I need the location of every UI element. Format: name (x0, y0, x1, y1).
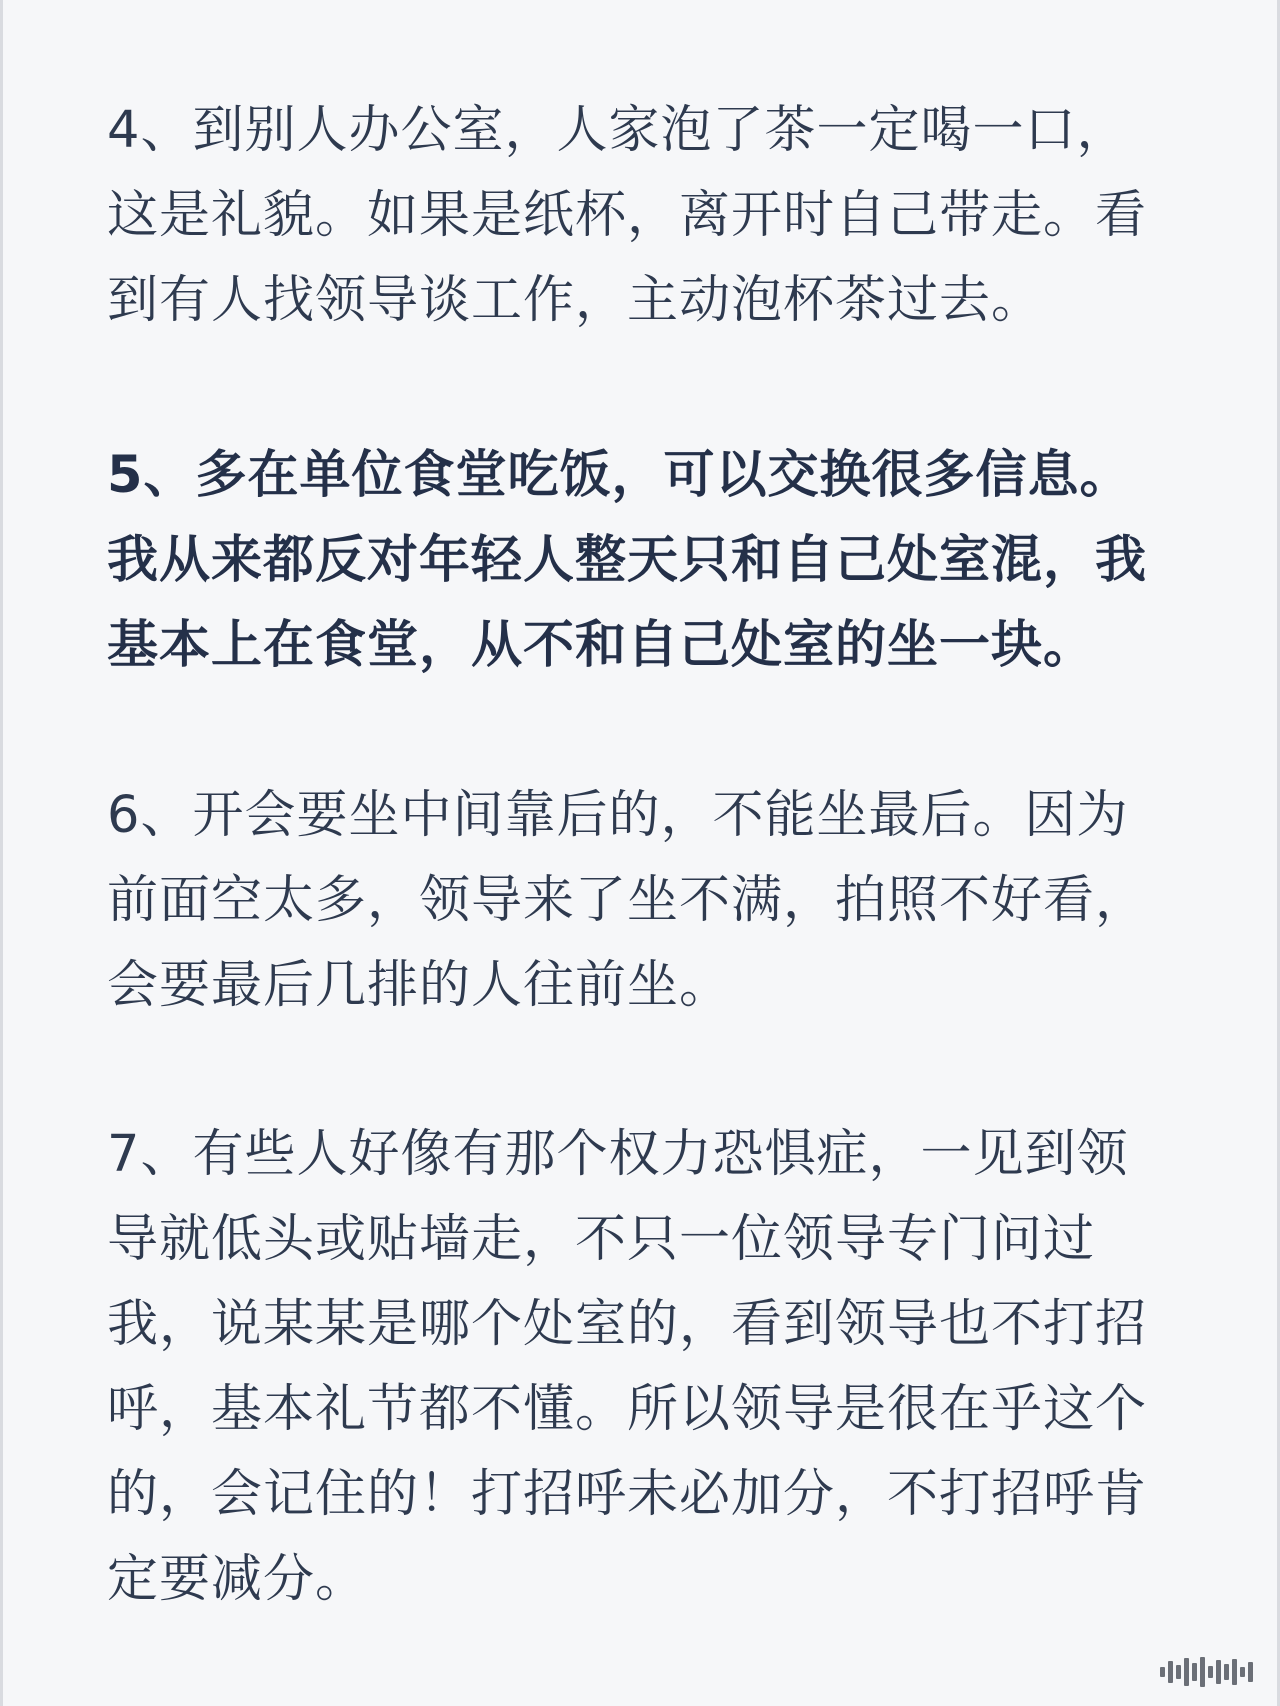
watermark-bar (1208, 1666, 1213, 1678)
paragraph-line: 7、有些人好像有那个权力恐惧症，一见到领 (107, 1125, 1129, 1184)
paragraph-line: 5、多在单位食堂吃饭，可以交换很多信息。 (107, 446, 1132, 505)
paragraph-4 (107, 88, 1167, 343)
watermark-bar (1240, 1667, 1245, 1677)
paragraph-line: 导就低头或贴墙走，不只一位领导专门问过 (107, 1210, 1096, 1269)
paragraph-7 (107, 1112, 1167, 1622)
paragraph-6 (107, 773, 1167, 1028)
watermark-bar (1184, 1658, 1189, 1686)
paragraph-line: 6、开会要坐中间靠后的，不能坐最后。因为 (107, 786, 1129, 845)
paragraph-line: 基本上在食堂，从不和自己处室的坐一块。 (107, 616, 1096, 675)
paragraph-line: 前面空太多，领导来了坐不满，拍照不好看， (107, 871, 1148, 930)
watermark-bar (1248, 1662, 1253, 1682)
paragraph-line: 我从来都反对年轻人整天只和自己处室混，我 (107, 531, 1148, 590)
paragraph-line: 我，说某某是哪个处室的，看到领导也不打招 (107, 1295, 1148, 1354)
paragraph-line: 定要减分。 (107, 1550, 368, 1609)
paragraph-line: 到有人找领导谈工作，主动泡杯茶过去。 (107, 271, 1044, 330)
paragraph-line: 呼，基本礼节都不懂。所以领导是很在乎这个 (107, 1380, 1148, 1439)
paragraph-line: 4、到别人办公室，人家泡了茶一定喝一口， (107, 101, 1129, 160)
watermark-bar (1168, 1661, 1173, 1683)
watermark-bar (1176, 1665, 1181, 1679)
paragraph-line: 会要最后几排的人往前坐。 (107, 956, 732, 1015)
watermark-bar (1224, 1664, 1229, 1680)
paragraph-5-bold (107, 433, 1167, 688)
watermark-bar (1200, 1657, 1205, 1687)
paragraph-line: 这是礼貌。如果是纸杯，离开时自己带走。看 (107, 186, 1148, 245)
watermark-bar (1232, 1659, 1237, 1685)
watermark-bar (1192, 1663, 1197, 1681)
watermark-logo (1160, 1652, 1253, 1692)
paragraph-line: 的，会记住的！打招呼未必加分，不打招呼肯 (107, 1465, 1148, 1524)
watermark-bar (1216, 1660, 1221, 1684)
watermark-bar (1160, 1667, 1165, 1677)
